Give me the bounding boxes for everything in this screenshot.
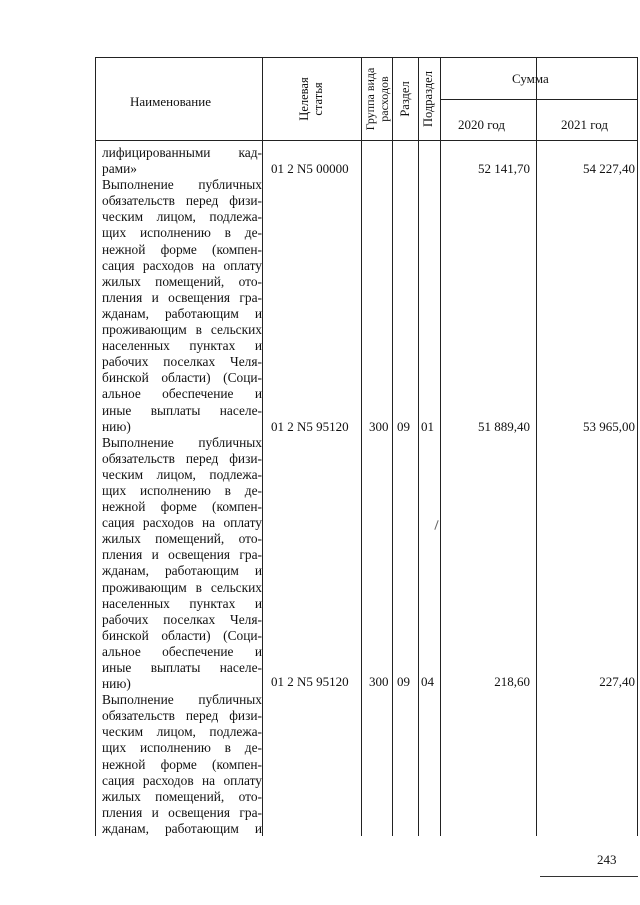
description-line: сация расходов на оплату (102, 257, 262, 273)
description-line: жилых помещений, ото- (102, 273, 262, 289)
row3-subsection: 04 (421, 674, 434, 689)
description-line: населенных пунктах и (102, 338, 262, 354)
row2-group: 300 (369, 419, 389, 434)
description-line: сация расходов на оплату (102, 515, 262, 531)
description-line: сация расходов на оплату (102, 772, 262, 788)
row2-article: 01 2 N5 95120 (271, 419, 349, 434)
row2-subsection: 01 (421, 419, 434, 434)
description-line: альное обеспечение и (102, 643, 262, 659)
description-line: нию) (102, 676, 131, 692)
description-line: щих исполнению в де- (102, 740, 262, 756)
header-subsection: Подраздел (421, 71, 435, 127)
table-border-top (95, 57, 638, 58)
description-line: щих исполнению в де- (102, 482, 262, 498)
row2-sum-2021: 53 965,00 (583, 419, 635, 434)
row3-sum-2021: 227,40 (599, 674, 635, 689)
description-line: жилых помещений, ото- (102, 531, 262, 547)
description-line: нию) (102, 418, 131, 434)
description-line: бинской области) (Соци- (102, 370, 262, 386)
description-line: жданам, работающим и (102, 820, 262, 836)
col-divider-group (392, 57, 393, 836)
header-year-2020: 2020 год (458, 117, 505, 132)
description-line: Выполнение публичных (102, 177, 262, 193)
description-line: жданам, работающим и (102, 305, 262, 321)
description-line: обязательств перед физи- (102, 193, 262, 209)
description-line: ческим лицом, подлежа- (102, 209, 262, 225)
description-line: иные выплаты населе- (102, 402, 262, 418)
description-line: альное обеспечение и (102, 386, 262, 402)
header-sum: Сумма (512, 71, 549, 86)
row3-section: 09 (397, 674, 410, 689)
description-line: лифицированными кад- (102, 145, 262, 160)
row2-sum-2020: 51 889,40 (478, 419, 530, 434)
description-line: ческим лицом, подлежа- (102, 466, 262, 482)
description-line: пления и освещения гра- (102, 804, 262, 820)
header-year-2021: 2021 год (561, 117, 608, 132)
col-divider-section (418, 57, 419, 836)
row3-group: 300 (369, 674, 389, 689)
description-line: рабочих поселках Челя- (102, 354, 262, 370)
footer-rule (540, 876, 638, 877)
description-line: нежной форме (компен- (102, 756, 262, 772)
table-border-right (637, 57, 638, 836)
col-divider-name (262, 57, 263, 836)
page-number: 243 (597, 852, 617, 867)
description-line: пления и освещения гра- (102, 547, 262, 563)
description-line: нежной форме (компен- (102, 499, 262, 515)
description-column (102, 145, 262, 837)
description-line: пления и освещения гра- (102, 289, 262, 305)
description-line: щих исполнению в де- (102, 225, 262, 241)
description-line: обязательств перед физи- (102, 450, 262, 466)
description-line: ческим лицом, подлежа- (102, 724, 262, 740)
description-line: проживающим в сельских (102, 322, 262, 338)
description-line: бинской области) (Соци- (102, 627, 262, 643)
row1-article: 01 2 N5 00000 (271, 161, 349, 176)
description-line: проживающим в сельских (102, 579, 262, 595)
description-line: иные выплаты населе- (102, 660, 262, 675)
description-line: жданам, работающим и (102, 563, 262, 579)
row2-section: 09 (397, 419, 410, 434)
description-line: жилых помещений, ото- (102, 788, 262, 804)
description-line: населенных пунктах и (102, 595, 262, 611)
header-target-article: Целевая статья (297, 77, 325, 121)
header-expense-group: Группа вида расходов (363, 67, 391, 131)
description-line: Выполнение публичных (102, 692, 262, 708)
header-section: Раздел (398, 81, 412, 117)
table-border-left (95, 57, 96, 836)
description-line: Выполнение публичных (102, 434, 262, 450)
row1-sum-2020: 52 141,70 (478, 161, 530, 176)
header-name: Наименование (130, 94, 211, 109)
col-divider-article (361, 57, 362, 836)
description-line: нежной форме (компен- (102, 241, 262, 257)
description-line: обязательств перед физи- (102, 708, 262, 724)
sum-subheader-line (440, 99, 638, 100)
row3-sum-2020: 218,60 (494, 674, 530, 689)
row3-article: 01 2 N5 95120 (271, 674, 349, 689)
description-line: рабочих поселках Челя- (102, 611, 262, 627)
description-line: рами» (102, 161, 137, 177)
header-bottom-line (95, 140, 638, 141)
row1-sum-2021: 54 227,40 (583, 161, 635, 176)
